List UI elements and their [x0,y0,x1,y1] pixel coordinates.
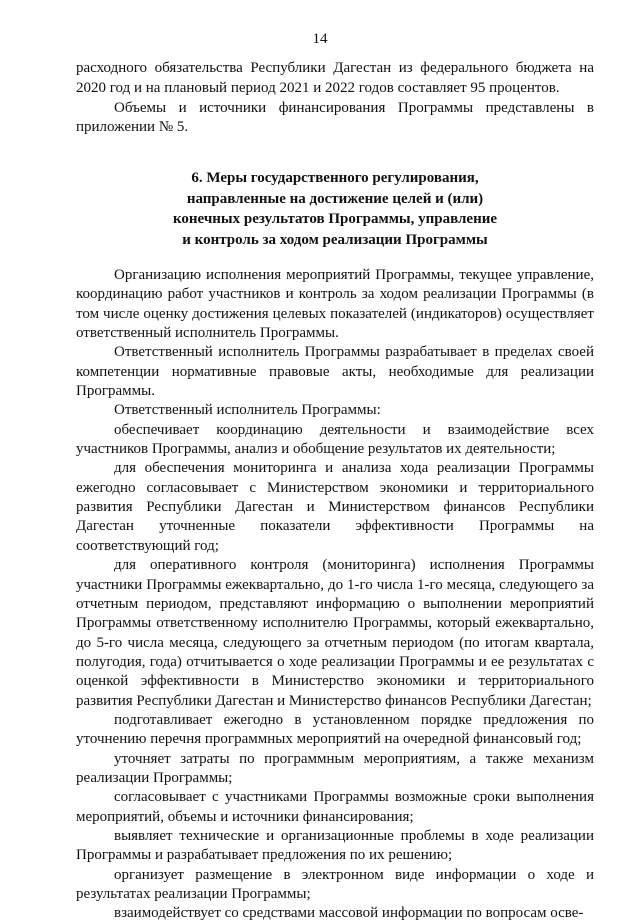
section-heading-line: конечных результатов Программы, управление [172,211,498,227]
page-number: 14 [312,31,328,47]
section-body [76,266,594,924]
section-heading [76,168,594,250]
body-paragraph: взаимодействует со средствами массовой информации по вопросам осве- [114,905,584,922]
body-paragraph: Ответственный исполнитель Программы разрабатывает в пределах своей компетенции нормативные правовые акты, необходимые для реализации Программы. [76,344,594,400]
intro-paragraph: Объемы и источники финансирования Программы представлены в приложении № 5. [76,99,594,136]
body-paragraph: уточняет затраты по программным мероприятиям, а также механизм реализации Программы; [76,750,594,786]
body-paragraph: Ответственный исполнитель Программы: [114,402,381,419]
body-paragraph: выявляет технические и организационные проблемы в ходе реализации Программы и разрабатывает предложения по их решению; [76,827,594,864]
body-paragraph: для оперативного контроля (мониторинга) исполнения Программы участники Программы ежеквартально, до 1-го числа 1-го месяца, следующего за отчетным периодом, представляют информацию о выполнении мероприятий Программы ответственному исполнителю Программы, который ежеквартально, до 5-го числа месяца, следующего за отчетным периодом (по итогам квартала, полугодия, года) отчитывается о ходе реализации Программы и ее результатах с оценкой эффективности в Министерство экономики и территориального развития Республики Дагестан и Министерство финансов Республики Дагестан; [76,557,594,709]
intro-paragraph: расходного обязательства Республики Дагестан из федерального бюджета на 2020 год и на плановый период 2021 и 2022 годов составляет 95 процентов. [76,60,594,96]
body-paragraph: для обеспечения мониторинга и анализа хода реализации Программы ежегодно согласовывает с Министерством экономики и территориального развития Республики Дагестан и Министерством финансов Республики Дагестан уточненные показатели эффективности Программы на соответствующий год; [76,460,594,554]
body-paragraph: подготавливает ежегодно в установленном порядке предложения по уточнению перечня программных мероприятий на очередной финансовый год; [76,711,594,748]
body-paragraph: Организацию исполнения мероприятий Программы, текущее управление, координацию работ участников и контроль за ходом реализации Программы (в том числе оценку достижения целевых показателей (индикаторов) осуществляет ответственный исполнитель Программы. [76,267,594,342]
body-paragraph: организует размещение в электронном виде информации о ходе и результатах реализации Программы; [76,866,594,902]
body-paragraph: согласовывает с участниками Программы возможные сроки выполнения мероприятий, объемы и источники финансирования; [76,789,594,825]
section-heading-line: направленные на достижение целей и (или) [186,190,484,207]
body-paragraph: обеспечивает координацию деятельности и взаимодействие всех участников Программы, анализ и обобщение результатов их деятельности; [76,421,594,458]
intro-text [76,59,594,138]
section-heading-line: и контроль за ходом реализации Программы [182,231,488,248]
section-heading-line: 6. Меры государственного регулирования, [191,170,479,186]
